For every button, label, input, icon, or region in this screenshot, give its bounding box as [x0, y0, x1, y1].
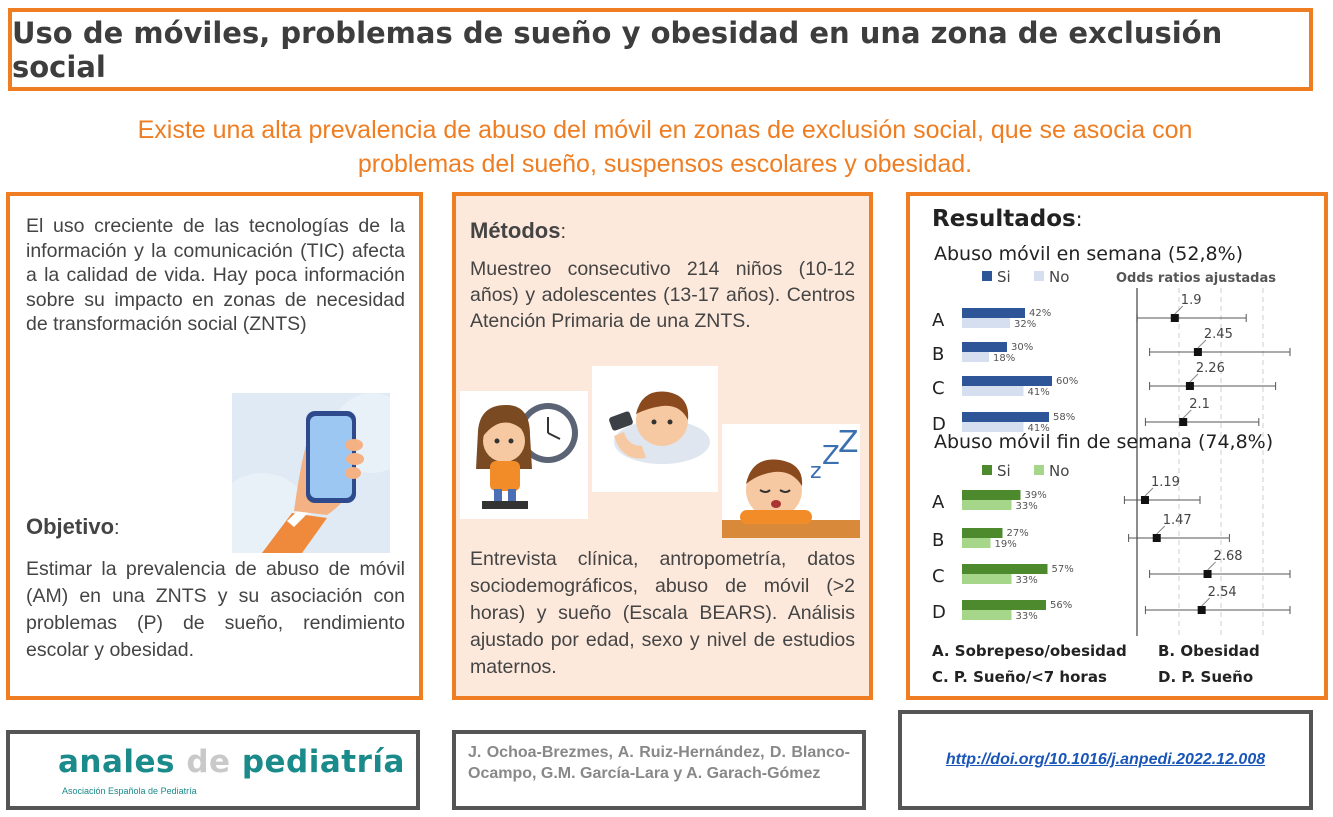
key-message — [10, 113, 1320, 181]
bar-label-si: 39% — [1024, 490, 1047, 501]
category-label: C — [932, 378, 945, 399]
category-label: B — [932, 530, 945, 551]
doi-link[interactable]: http://doi.org/10.1016/j.anpedi.2022.12.008 — [945, 751, 1266, 768]
or-point — [1204, 570, 1212, 578]
bar-si — [962, 528, 1003, 538]
svg-text:z: z — [810, 459, 822, 484]
key-message-line2: problemas del sueño, suspensos escolares y obesidad. — [357, 150, 973, 178]
legend-label-no: No — [1049, 268, 1070, 286]
results-heading-wrap: Resultados: — [932, 206, 1083, 232]
or-point — [1141, 496, 1149, 504]
or-point — [1153, 534, 1161, 542]
chart-title-week: Abuso móvil en semana (52,8%) — [934, 243, 1244, 265]
bar-label-si: 27% — [1006, 528, 1029, 539]
results-chart — [910, 196, 1324, 696]
bar-no — [962, 610, 1012, 620]
or-label: 2.26 — [1195, 361, 1225, 376]
or-title: Odds ratios ajustadas — [1116, 271, 1276, 286]
category-label: C — [932, 566, 945, 587]
bar-no — [962, 386, 1024, 396]
sleeping-child-illustration — [722, 424, 860, 538]
bar-label-si: 58% — [1053, 412, 1076, 423]
legend-swatch-si — [982, 465, 992, 475]
results-panel — [906, 192, 1328, 700]
legend-label-si: Si — [997, 462, 1011, 480]
bar-label-si: 60% — [1056, 376, 1079, 387]
legend-label-no: No — [1049, 462, 1070, 480]
footnote-a: A. Sobrepeso/obesidad — [932, 642, 1127, 660]
logo-tagline: Asociación Española de Pediatría — [62, 786, 197, 796]
bar-label-no: 19% — [994, 539, 1017, 550]
bar-label-no: 41% — [1027, 423, 1050, 434]
bar-si — [962, 342, 1007, 352]
poster-title — [8, 8, 1313, 91]
chart-title-wknd: Abuso móvil fin de semana (74,8%) — [934, 431, 1274, 453]
bar-si — [962, 308, 1025, 318]
bar-label-no: 33% — [1015, 501, 1038, 512]
or-label: 1.47 — [1162, 513, 1192, 528]
footnote-c: C. P. Sueño/<7 horas — [932, 668, 1107, 686]
bar-si — [962, 600, 1046, 610]
poster-title-text: Uso de móviles, problemas de sueño y obesidad en una zona de exclusión social — [12, 15, 1223, 84]
or-label: 2.54 — [1207, 585, 1237, 600]
category-label: A — [932, 492, 945, 513]
bar-no — [962, 574, 1012, 584]
key-message-line1: Existe una alta prevalencia de abuso del móvil en zonas de exclusión social, que se asocia con — [137, 116, 1193, 144]
bar-label-no: 32% — [1014, 319, 1037, 330]
bar-no — [962, 500, 1012, 510]
legend-swatch-no — [1034, 465, 1044, 475]
footnote-d: D. P. Sueño — [1158, 668, 1254, 686]
or-label: 2.45 — [1203, 327, 1233, 342]
category-label: D — [932, 602, 946, 623]
methods-heading-wrap: Métodos: — [470, 218, 567, 243]
or-label: 2.68 — [1213, 549, 1243, 564]
methods-text-design: Entrevista clínica, antropometría, datos sociodemográficos, abuso de móvil (>2 horas) y sueño (Escala BEARS). Análisis ajustado por edad, sexo y nivel de estudios maternos. — [470, 548, 855, 678]
objective-text: Estimar la prevalencia de abuso de móvil (AM) en una ZNTS y su asociación con problemas (P) de sueño, rendimiento escolar y obesidad. — [26, 558, 405, 661]
bar-label-no: 33% — [1015, 611, 1038, 622]
logo-wordmark: anales de pediatría — [58, 744, 405, 780]
hand-phone-illustration — [232, 393, 390, 553]
authors-box — [452, 730, 866, 810]
bar-no — [962, 318, 1010, 328]
bar-label-si: 30% — [1011, 342, 1034, 353]
or-point — [1171, 314, 1179, 322]
or-label: 2.1 — [1189, 397, 1210, 412]
category-label: D — [932, 414, 946, 435]
category-label: B — [932, 344, 945, 365]
journal-logo — [6, 730, 420, 810]
objective-heading-wrap: Objetivo: — [26, 514, 120, 539]
results-heading: Resultados — [932, 206, 1076, 232]
legend-swatch-no — [1034, 271, 1044, 281]
svg-text:Z: Z — [838, 425, 859, 460]
or-point — [1198, 606, 1206, 614]
or-label: 1.9 — [1180, 293, 1202, 308]
bar-label-no: 18% — [993, 353, 1016, 364]
legend-swatch-si — [982, 271, 992, 281]
bar-label-no: 33% — [1015, 575, 1038, 586]
methods-panel — [452, 192, 873, 700]
bar-label-si: 57% — [1051, 564, 1074, 575]
bar-no — [962, 352, 989, 362]
methods-heading: Métodos — [470, 218, 561, 243]
bar-label-si: 56% — [1050, 600, 1073, 611]
doi-box — [898, 710, 1313, 810]
authors-text: J. Ochoa-Brezmes, A. Ruiz-Hernández, D. Blanco-Ocampo, G.M. García-Lara y A. Garach-Gómez — [468, 744, 850, 782]
girl-clock-illustration — [460, 391, 588, 519]
or-point — [1194, 348, 1202, 356]
methods-text-sample: Muestreo consecutivo 214 niños (10-12 años) y adolescentes (13-17 años). Centros Atención Primaria de una ZNTS. — [470, 258, 855, 332]
intro-panel — [6, 192, 423, 700]
bar-label-no: 41% — [1027, 387, 1050, 398]
or-point — [1179, 418, 1187, 426]
bar-no — [962, 538, 991, 548]
svg-text:Z: Z — [822, 441, 840, 471]
bar-si — [962, 412, 1049, 422]
bar-si — [962, 490, 1021, 500]
legend-label-si: Si — [997, 268, 1011, 286]
or-point — [1186, 382, 1194, 390]
or-label: 1.19 — [1150, 475, 1180, 490]
bar-si — [962, 564, 1048, 574]
objective-heading: Objetivo — [26, 514, 115, 539]
bar-si — [962, 376, 1052, 386]
intro-text: El uso creciente de las tecnologías de la información y la comunicación (TIC) afecta a la calidad de vida. Hay poca información sobre su impacto en zonas de necesidad de transformación social (ZNTS) — [26, 215, 405, 335]
footnote-b: B. Obesidad — [1158, 642, 1260, 660]
boy-in-bed-phone-illustration — [592, 366, 718, 492]
category-label: A — [932, 310, 945, 331]
bar-label-si: 42% — [1029, 308, 1052, 319]
